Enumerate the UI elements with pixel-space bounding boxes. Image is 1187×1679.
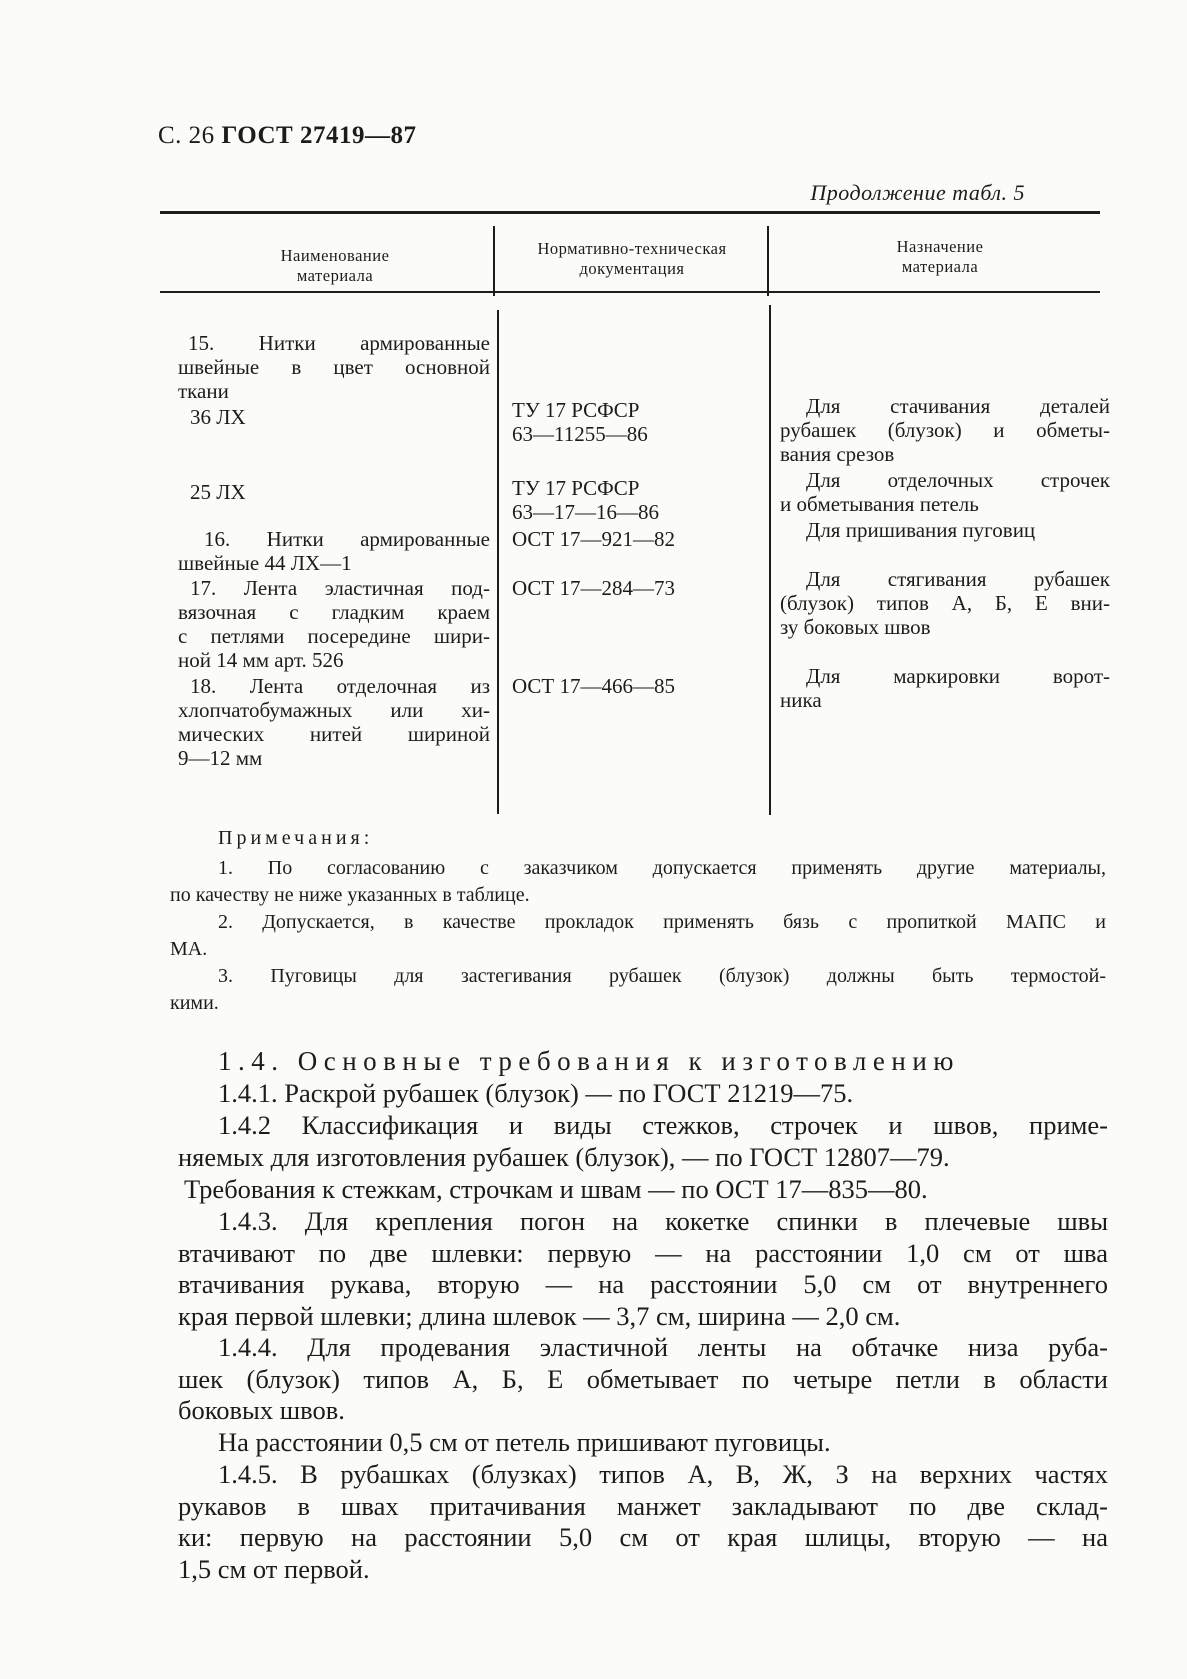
table-row-17-doc: ОСТ 17—284—73: [512, 576, 676, 600]
table-row-18-name: 18. Лента отделочная из хлопчатобумажных или хи- мических нитей шириной 9—12 мм: [178, 674, 490, 770]
paragraph-1-4-2: 1.4.2 Классификация и виды стежков, строчек и швов, приме- няемых для изготовления рубашек (блузок), — по ГОСТ 12807—79.: [178, 1110, 1108, 1172]
note-3: 3. Пуговицы для застегивания рубашек (блузок) должны быть термостой- кими.: [170, 965, 1106, 1014]
table-row-16-name: 16. Нитки армированные швейные 44 ЛХ—1: [178, 527, 490, 575]
table-row-15-purpose: Для стачивания деталей рубашек (блузок) и обметы- вания срезов: [780, 394, 1110, 466]
table-col-divider-1: [497, 310, 499, 814]
table-row-17-purpose: Для стягивания рубашек (блузок) типов А, Б, Е вни- зу боковых швов: [780, 567, 1110, 639]
table-col-divider-2: [769, 305, 771, 815]
section-title: 1.4. Основные требования к изготовлению: [218, 1046, 960, 1076]
table-continuation-caption: Продолжение табл. 5: [810, 180, 1025, 205]
paragraph-1-4-5: 1.4.5. В рубашках (блузках) типов А, В, Ж, З на верхних частях рукавов в швах притачивания манжет закладывают по две склад- ки: первую на расстоянии 5,0 см от края шлицы, вторую — на 1,5 см от первой.: [178, 1459, 1108, 1584]
table-row-25-doc: ТУ 17 РСФСР 63—17—16—86: [512, 476, 659, 524]
paragraph-stitch-requirements: Требования к стежкам, строчкам и швам — по ОСТ 17—835—80.: [184, 1174, 928, 1204]
note-2: 2. Допускается, в качестве прокладок применять бязь с пропиткой МАПС и МА.: [170, 911, 1106, 960]
column-header-name: Наименование материала: [280, 246, 390, 285]
table-row-17-name: 17. Лента эластичная под- вязочная с гладким краем с петлями посередине шири- ной 14 мм арт. 526: [178, 576, 490, 672]
table-row-18-doc: ОСТ 17—466—85: [512, 674, 676, 698]
table-row-15-sub: 36 ЛХ: [190, 405, 246, 429]
table-row-15-doc: ТУ 17 РСФСР 63—11255—86: [512, 398, 648, 446]
paragraph-1-4-1: 1.4.1. Раскрой рубашек (блузок) — по ГОСТ 21219—75.: [218, 1078, 854, 1108]
note-1: 1. По согласованию с заказчиком допускается применять другие материалы, по качеству не ниже указанных в таблице.: [170, 857, 1106, 906]
table-row-25-name: 25 ЛХ: [190, 480, 246, 504]
table-row-15-name: 15. Нитки армированные швейные в цвет основной ткани: [178, 331, 490, 403]
page-label: С. 26: [158, 122, 215, 149]
paragraph-1-4-4: 1.4.4. Для продевания эластичной ленты на обтачке низа руба- шек (блузок) типов А, Б, Е обметывает по четыре петли в области боковых швов.: [178, 1332, 1108, 1425]
table-header-rule: [160, 291, 1100, 293]
table-row-16-doc: ОСТ 17—921—82: [512, 527, 676, 551]
standard-number: ГОСТ 27419—87: [221, 122, 417, 149]
table-top-rule: [160, 211, 1100, 214]
table-col-divider-1-head: [493, 226, 495, 296]
table-col-divider-2-head: [767, 226, 769, 296]
page-header: [158, 122, 416, 150]
table-row-16-purpose: Для пришивания пуговиц: [806, 518, 1036, 542]
table-row-25-purpose: Для отделочных строчек и обметывания петель: [780, 468, 1110, 516]
notes-title: Примечания:: [218, 827, 374, 849]
table-row-18-purpose: Для маркировки ворот- ника: [780, 664, 1110, 712]
paragraph-1-4-3: 1.4.3. Для крепления погон на кокетке спинки в плечевые швы втачивают по две шлевки: первую — на расстоянии 1,0 см от шва втачивания рукава, вторую — на расстоянии 5,0 см от внутреннего края первой шлевки; длина шлевок — 3,7 см, ширина — 2,0 см.: [178, 1206, 1108, 1331]
column-header-document: Нормативно-техническая документация: [537, 239, 727, 278]
paragraph-buttons: На расстоянии 0,5 см от петель пришивают пуговицы.: [218, 1427, 831, 1457]
column-header-purpose: Назначение материала: [896, 237, 984, 276]
